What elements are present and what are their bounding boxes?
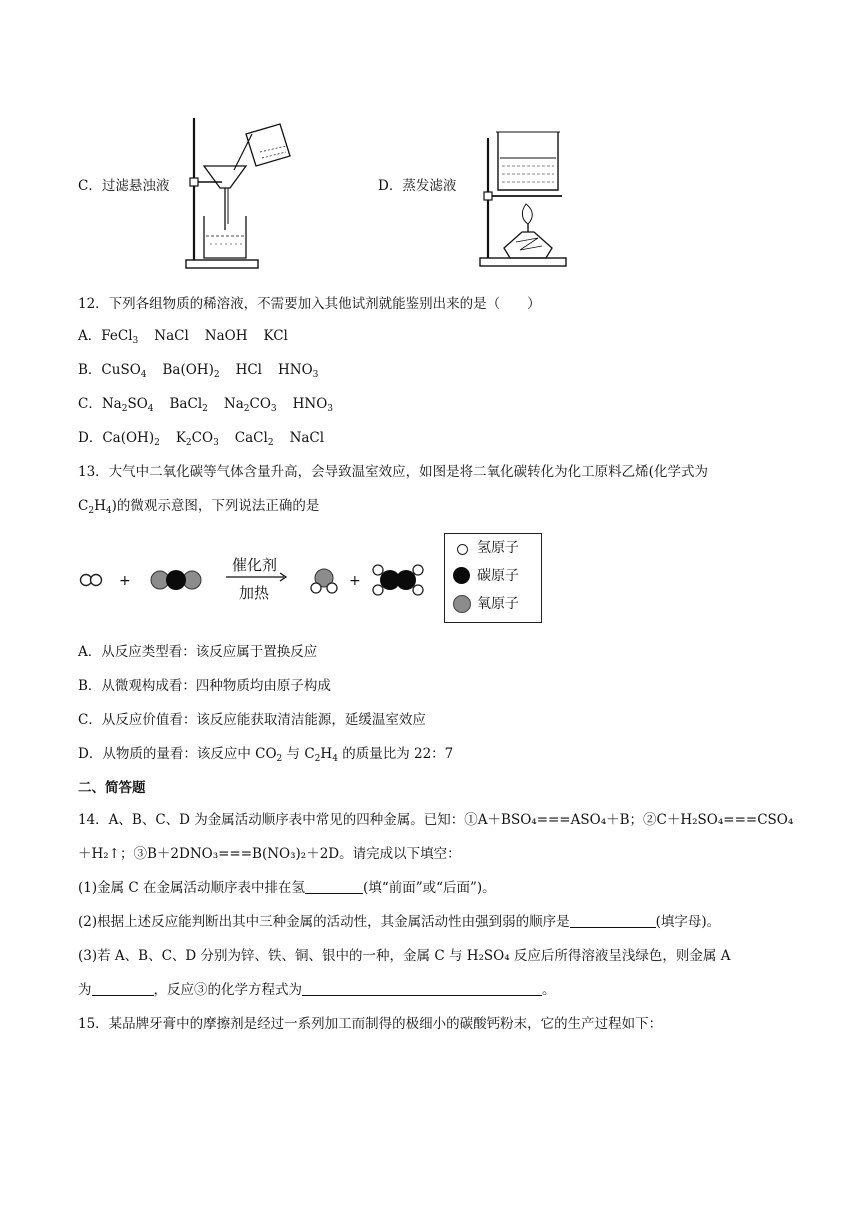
question-13-option-b: B．从微观构成看：四种物质均由原子构成 [78, 678, 331, 694]
hydrogen-atom [373, 585, 383, 595]
answer-blank[interactable] [305, 879, 363, 894]
hydrogen-atom [413, 585, 423, 595]
answer-blank[interactable] [570, 913, 656, 928]
question-13-option-d: D．从物质的量看：该反应中 $CO_2$ 与 $C_2H_4$ 的质量比为 22：7 [78, 746, 454, 764]
answer-blank[interactable] [92, 981, 154, 996]
question-14-line2: ＋H₂↑；③B＋2DNO₃===B(NO₃)₂＋2D。请完成以下填空： [78, 846, 461, 862]
oxygen-atom-icon [453, 595, 471, 613]
carbon-atom-icon [453, 567, 470, 584]
question-14-sub1: (1)金属 C 在金属活动顺序表中排在氢 (填“前面”或“后面”)。 [78, 880, 496, 896]
question-12-stem: 12．下列各组物质的稀溶液，不需要加入其他试剂就能鉴别出来的是（ ） [78, 296, 541, 312]
catalyst-label: 催化剂 [232, 556, 278, 574]
question-14-sub2: (2)根据上述反应能判断出其中三种金属的活动性，其金属活动性由强到弱的顺序是 (填字母)。 [78, 914, 721, 930]
hydrogen-atom [311, 583, 321, 593]
question-13-option-c: C．从反应价值看：该反应能获取清洁能源，延缓温室效应 [78, 712, 426, 728]
evaporation-apparatus-figure [476, 128, 576, 270]
hydrogen-atom-icon [457, 544, 468, 555]
option-d-evaporation [378, 176, 456, 196]
hydrogen-atom [373, 565, 383, 575]
hydrogen-atom [91, 575, 102, 586]
question-13-stem-line2: $C_2H_4$)的微观示意图，下列说法正确的是 [78, 498, 320, 516]
question-15-stem: 15．某品牌牙膏中的摩擦剂是经过一系列加工而制得的极细小的碳酸钙粉末，它的生产过程如下： [78, 1016, 663, 1032]
filtration-apparatus-figure [182, 112, 294, 272]
plus-sign: + [349, 573, 361, 589]
reaction-micro-diagram [76, 540, 446, 620]
plus-sign: + [119, 573, 131, 589]
question-14-line1: 14．A、B、C、D 为金属活动顺序表中常见的四种金属。已知：①A＋BSO₄===ASO₄＋B；②C＋H₂SO₄===CSO₄ [78, 812, 794, 828]
option-text: C．过滤悬浊液 [78, 178, 170, 194]
carbon-atom [396, 570, 416, 590]
hydrogen-atom [413, 565, 423, 575]
heat-label: 加热 [239, 584, 270, 602]
section-title-short-answer: 二、简答题 [78, 780, 146, 796]
question-13-option-a: A．从反应类型看：该反应属于置换反应 [78, 644, 318, 660]
question-12-option-d: D．$Ca(OH)_2$ $K_2CO_3$ CaCl$_2$ NaCl [78, 430, 325, 448]
question-12-option-c: C．$Na_2SO_4$ BaCl$_2$ $Na_2CO_3$ $HNO_3$ [78, 396, 334, 414]
question-13-stem-line1: 13．大气中二氧化碳等气体含量升高，会导致温室效应，如图是将二氧化碳转化为化工原料乙烯(化学式为 [78, 464, 708, 480]
option-text: D．蒸发滤液 [378, 178, 457, 194]
carbon-atom [166, 570, 186, 590]
atom-legend: 氢原子 碳原子 氧原子 [444, 533, 542, 623]
question-14-sub3-line1: (3)若 A、B、C、D 分别为锌、铁、铜、银中的一种，金属 C 与 H₂SO₄ 反应后所得溶液呈浅绿色，则金属 A [78, 948, 731, 964]
hydrogen-atom [327, 583, 337, 593]
question-14-sub3-line2: 为 ，反应③的化学方程式为 。 [78, 982, 556, 998]
answer-blank[interactable] [302, 981, 542, 996]
question-12-option-a: A．FeCl$_3$ NaCl NaOH KCl [78, 328, 288, 346]
question-12-option-b: B．CuSO$_4$ $Ba(OH)_2$ HCl $HNO_3$ [78, 362, 319, 380]
option-c-filtration [78, 176, 169, 196]
